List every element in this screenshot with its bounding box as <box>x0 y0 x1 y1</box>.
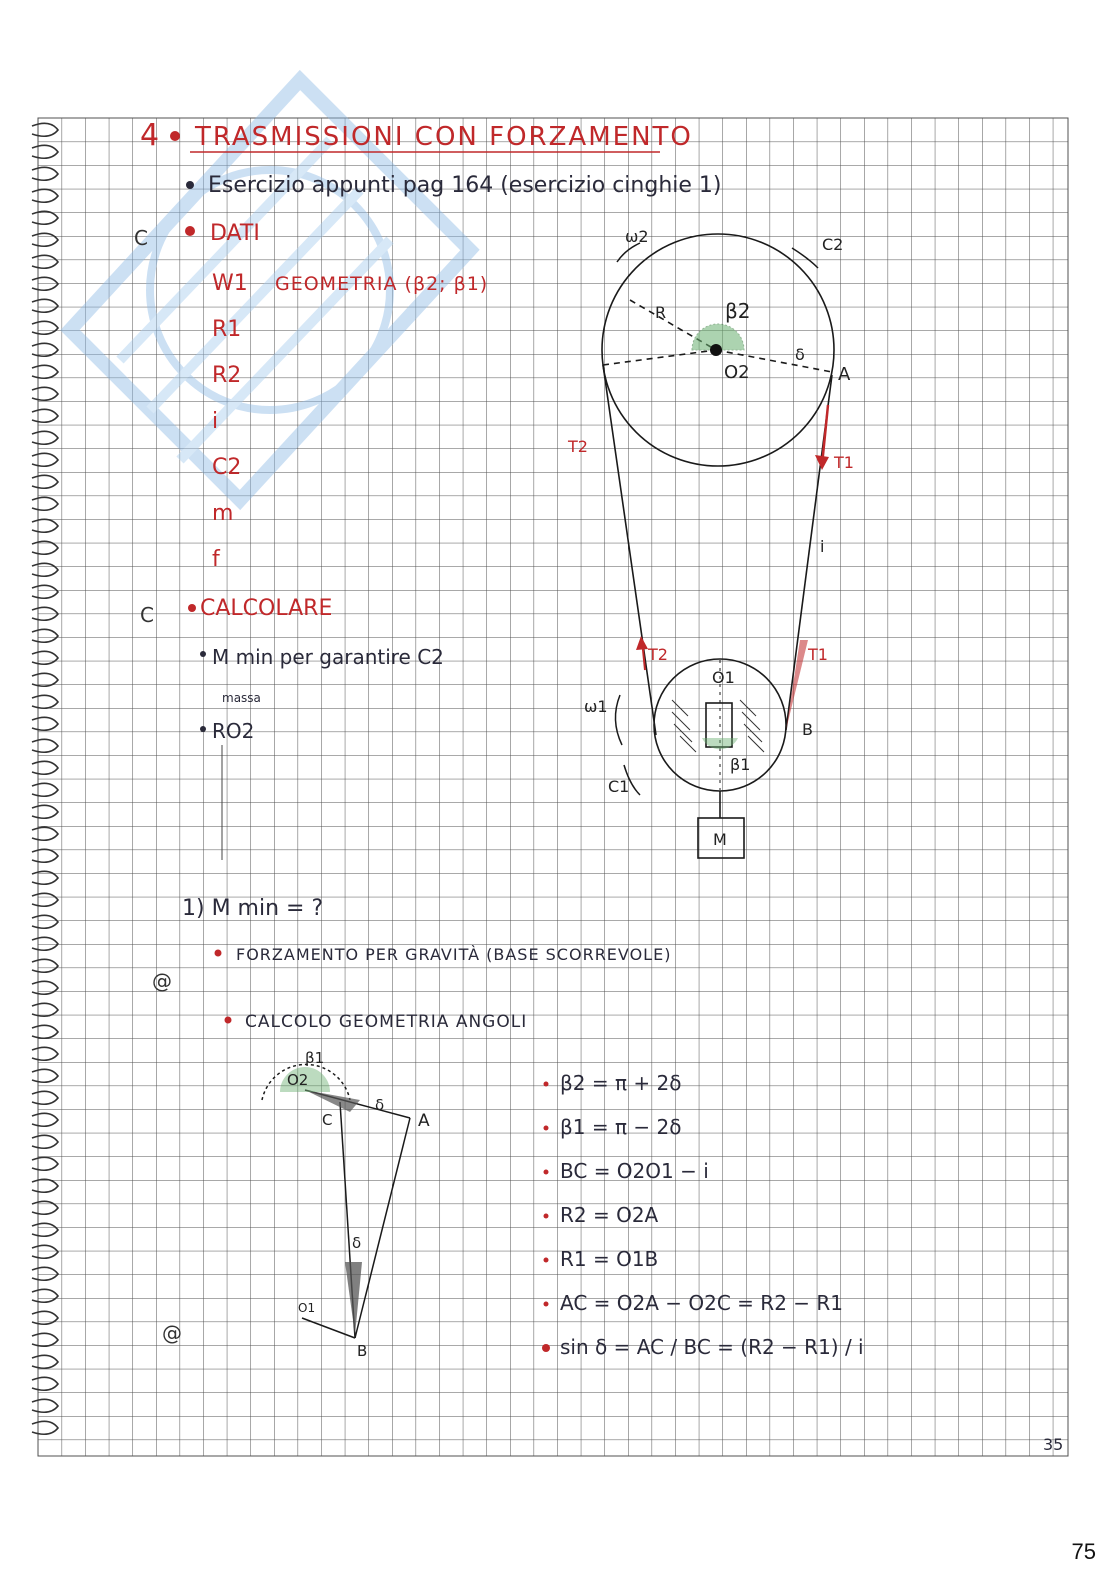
formula-line: AC = O2A − O2C = R2 − R1 <box>560 1291 844 1315</box>
section-number: 4 <box>140 118 160 153</box>
notebook-page-number: 35 <box>1043 1435 1064 1454</box>
formula-line: BC = O2O1 − i <box>560 1159 709 1183</box>
dati-item: R1 <box>212 317 242 342</box>
formula-line: β2 = π + 2δ <box>560 1071 682 1095</box>
label-m: M <box>713 830 727 849</box>
small-label-delta-top: δ <box>375 1096 385 1114</box>
calcolare-heading: CALCOLARE <box>200 596 333 621</box>
dati-heading: DATI <box>210 221 260 246</box>
page-title: TRASMISSIONI CON FORZAMENTO <box>195 122 693 152</box>
label-b: B <box>802 720 813 739</box>
label-r: R <box>655 303 667 322</box>
step1-bullet2-text: CALCOLO GEOMETRIA ANGOLI <box>245 1012 528 1032</box>
dati-item: R2 <box>212 363 242 388</box>
step1-bullet1-text: FORZAMENTO PER GRAVITÀ (BASE SCORREVOLE) <box>236 945 672 964</box>
step1-bullet1 <box>215 950 222 957</box>
formula-bullet <box>544 1126 549 1131</box>
label-w2: ω2 <box>625 227 649 246</box>
formula-line: R1 = O1B <box>560 1247 659 1271</box>
calc-item1-bullet <box>200 651 206 657</box>
formula-bullet <box>544 1258 549 1263</box>
dati-item: W1 <box>212 271 248 296</box>
geometry-note: GEOMETRIA (β2; β1) <box>275 273 489 295</box>
margin-mark-1: C <box>134 226 148 250</box>
label-a: A <box>838 364 851 385</box>
label-t1-bottom: T1 <box>808 645 828 664</box>
calc-item1: M min per garantire C2 <box>212 645 444 669</box>
label-beta2: β2 <box>725 299 751 323</box>
label-w1: ω1 <box>584 697 608 716</box>
label-i: i <box>820 537 825 556</box>
small-label-c: C <box>322 1111 333 1129</box>
small-label-o2: O2 <box>287 1071 309 1089</box>
small-label-delta: δ <box>352 1234 362 1252</box>
label-o2: O2 <box>724 362 750 383</box>
step1-title: 1) M min = ? <box>182 896 324 921</box>
label-c2: C2 <box>822 235 844 254</box>
label-delta: δ <box>795 345 805 364</box>
small-label-b: B <box>357 1342 368 1360</box>
label-beta1: β1 <box>730 755 751 774</box>
margin-mark-3: @ <box>152 969 172 993</box>
step1-bullet2 <box>225 1017 232 1024</box>
dati-item: m <box>212 501 234 526</box>
formula-bullet <box>544 1170 549 1175</box>
small-label-o1: O1 <box>298 1301 316 1315</box>
exercise-reference: Esercizio appunti pag 164 (esercizio cinghie 1) <box>208 173 722 198</box>
label-o1: O1 <box>712 668 735 687</box>
grid-paper <box>38 118 1068 1456</box>
formula-bullet <box>544 1214 549 1219</box>
label-t2-top: T2 <box>568 437 588 456</box>
formula-line: sin δ = AC / BC = (R2 − R1) / i <box>560 1335 864 1359</box>
formula-bullet <box>544 1082 549 1087</box>
page-number: 75 <box>1071 1539 1096 1564</box>
label-c1: C1 <box>608 777 630 796</box>
calc-item2-bullet <box>200 726 206 732</box>
calcolare-bullet <box>188 604 196 612</box>
small-label-a: A <box>418 1111 430 1131</box>
formula-line: R2 = O2A <box>560 1203 659 1227</box>
dati-item: C2 <box>212 455 242 480</box>
margin-mark-2: C <box>140 603 154 627</box>
exercise-bullet <box>186 181 194 189</box>
label-t2-bottom: T2 <box>648 645 668 664</box>
label-t1-top: T1 <box>834 453 854 472</box>
title-bullet <box>170 131 180 141</box>
small-label-beta1: β1 <box>305 1049 325 1067</box>
calc-item1-sub: massa <box>222 691 261 705</box>
center-o2 <box>710 344 722 356</box>
formula-line: β1 = π − 2δ <box>560 1115 682 1139</box>
dati-item: f <box>212 547 220 572</box>
dati-item: i <box>212 409 219 434</box>
margin-mark-4: @ <box>162 1321 182 1345</box>
formula-bullet <box>544 1302 549 1307</box>
dati-bullet <box>185 226 195 236</box>
calc-item2: RO2 <box>212 719 255 743</box>
formula-bullet <box>542 1344 550 1352</box>
